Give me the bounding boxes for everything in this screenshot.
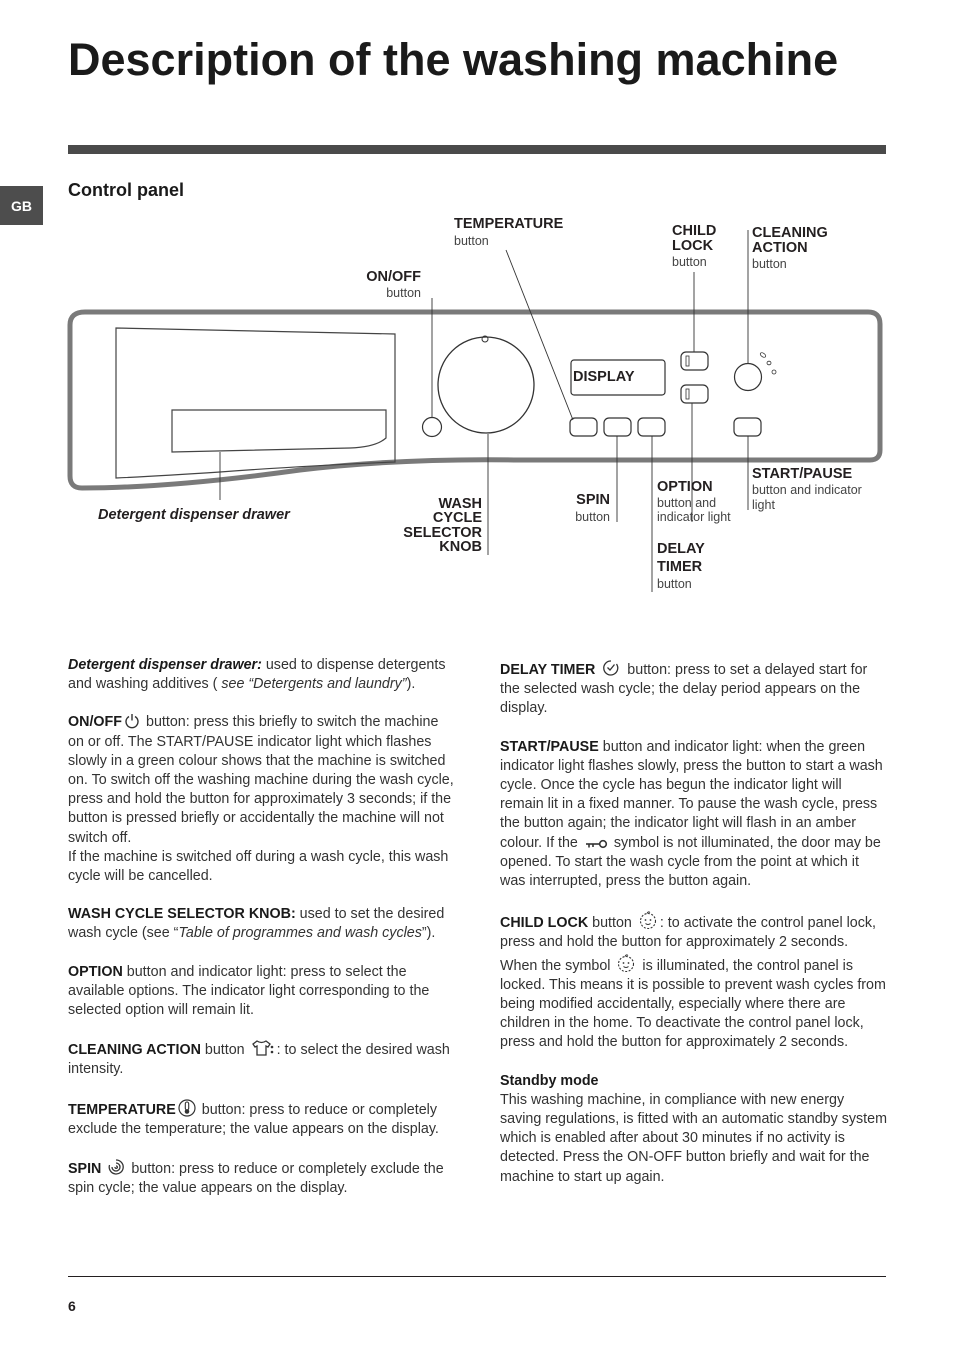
child-lock-button-shape [681,352,708,370]
language-tab: GB [0,186,43,225]
display-label: DISPLAY [573,369,635,385]
right-column [500,659,888,1187]
delay-timer-label-2: TIMER [657,559,703,575]
title-divider [68,145,886,154]
temperature-button-shape [570,418,597,436]
wash-cycle-label-1: WASH [438,496,482,512]
cleaning-action-label-1: CLEANING [752,225,828,241]
standby-text: This washing machine, in compliance with new energy saving regulations, is fitted with an automatic standby system which is enabled after about 30 minutes if no activity is detected. Press the ON-OFF button briefly and wait for the machine to start up again. [500,1091,888,1185]
option-button-shape [681,385,708,403]
delay-timer-sub: button [657,577,692,591]
child-face-icon [616,953,636,973]
control-panel-diagram [0,200,954,620]
start-pause-sub-2: light [752,498,775,512]
wash-cycle-label-4: KNOB [439,539,482,555]
cleaning-action-button-shape [735,364,762,391]
on-off-sub: button [386,286,421,300]
child-face-icon [638,910,658,930]
key-icon [584,838,608,850]
page-title: Description of the washing machine [68,34,839,85]
footer-divider [68,1276,886,1277]
start-pause-label: START/PAUSE [752,466,853,482]
on-off-paragraph-2: If the machine is switched off during a wash cycle, this wash cycle will be cancelled. [68,848,449,885]
wash-cycle-paragraph: WASH CYCLE SELECTOR KNOB: used to set the desired wash cycle (see “Table of programmes and wash cycles”). [68,906,445,942]
cleaning-action-label-2: ACTION [752,240,808,256]
on-off-button-shape [423,418,442,437]
delay-paragraph: DELAY TIMER button: press to set a delayed start for the selected wash cycle; the delay period appears on the display. [500,659,888,719]
cleaning-action-sub: button [752,257,787,271]
thermometer-icon [178,1099,196,1117]
start-paragraph: START/PAUSE button and indicator light: when the green indicator light flashes slowly, press the button to start a wash cycle. Once the cycle has begun the indicator light will remain lit in a fixed manner. To pause the wash cycle, press the button again; the indicator light will flash in an amber colour. If the symbol is not illuminated, the door may be opened. To start the wash cycle from the point at which it was interrupted, press the button again. [500,738,883,890]
temperature-paragraph: TEMPERATURE button: press to reduce or completely exclude the temperature; the value appears on the display. [68,1099,456,1139]
on-off-label: ON/OFF [366,269,421,285]
spin-paragraph: SPIN button: press to reduce or completely exclude the spin cycle; the value appears on the display. [68,1158,456,1198]
clock-icon [601,659,621,677]
temperature-label: TEMPERATURE [454,216,564,232]
standby-title: Standby mode [500,1072,599,1089]
delay-timer-label-1: DELAY [657,541,705,557]
option-sub-1: button and [657,496,717,510]
child-paragraph: CHILD LOCK button : to activate the control panel lock, press and hold the button for approximately 2 seconds. When the symbol is illuminated, the control panel is locked. This means it is possible to prevent wash cycles from being modified accidentally, especially where there are children in the home. To deactivate the control panel lock, press and hold the button for approximately 2 seconds. [500,910,888,1052]
leader-lines [220,230,748,592]
start-pause-button-shape [734,418,761,436]
detergent-drawer-shape [116,328,395,478]
option-label: OPTION [657,479,713,495]
temperature-sub: button [454,234,489,248]
spin-button-shape [604,418,631,436]
wash-cycle-label-2: CYCLE [432,510,482,526]
wash-cycle-label-3: SELECTOR [403,525,482,541]
detergent-drawer-label: Detergent dispenser drawer [98,507,290,523]
delay-timer-button-shape [638,418,665,436]
spin-label: SPIN [576,492,610,508]
spin-icon [107,1158,125,1176]
on-off-paragraph: ON/OFF button: press this briefly to switch the machine on or off. The START/PAUSE indicator light which flashes slowly in a green colour shows that the machine is switched on. To switch off the washing machine during the wash cycle, press and hold the button for approximately 3 seconds; if the button is pressed briefly or accidentally the machine will not switch off. [68,714,454,846]
wash-cycle-knob-shape [438,337,534,433]
child-lock-label-1: CHILD [672,223,717,239]
child-lock-label-2: LOCK [672,238,714,254]
cleaning-paragraph: CLEANING ACTION button : to select the desired wash intensity. [68,1039,456,1079]
start-pause-sub-1: button and indicator [752,483,862,497]
spin-sub: button [575,510,610,524]
drawer-handle [172,410,386,452]
shirt-icon [251,1039,275,1057]
power-icon [124,713,140,729]
child-lock-sub: button [672,255,707,269]
option-paragraph: OPTION button and indicator light: press to select the available options. The indicator light corresponding to the selected option will remain lit. [68,963,430,1019]
section-title: Control panel [68,180,184,200]
page-number: 6 [68,1298,76,1314]
left-column [68,656,456,1217]
option-sub-2: indicator light [657,510,731,524]
detergent-paragraph: Detergent dispenser drawer: used to dispense detergents and washing additives ( see “Detergents and laundry”). [68,657,446,693]
